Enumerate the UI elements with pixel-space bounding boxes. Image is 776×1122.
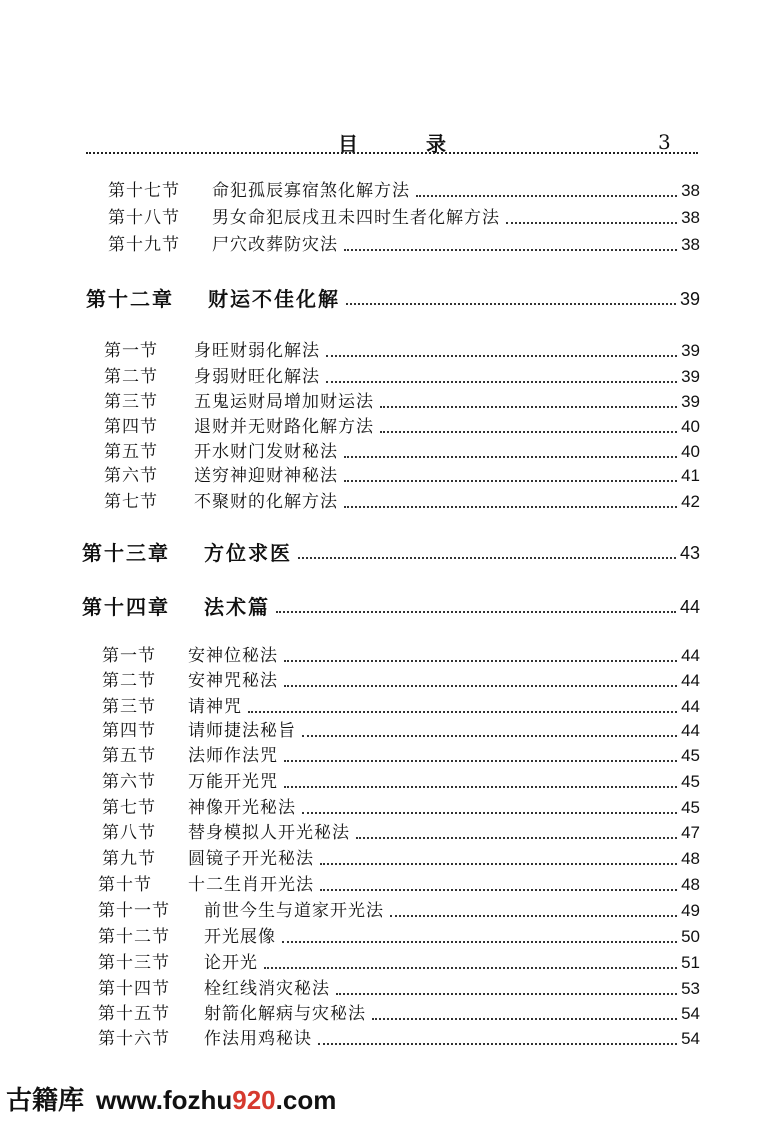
toc-entry-page: 44 [681, 697, 700, 716]
page-header [86, 124, 698, 160]
toc-leader-dots [320, 889, 677, 891]
toc-entry-number: 第十二节 [98, 927, 170, 947]
toc-chapter-page: 39 [679, 289, 700, 309]
toc-chapter-title: 方位求医 [204, 541, 292, 565]
toc-entry-number: 第八节 [102, 823, 156, 843]
toc-entry-page: 48 [681, 849, 700, 868]
toc-entry-page: 49 [681, 901, 700, 920]
toc-entry-number: 第二节 [102, 671, 156, 691]
toc-entry-page: 45 [681, 798, 700, 817]
toc-entry-page: 53 [681, 979, 700, 998]
toc-entry-title: 栓红线消灾秘法 [204, 979, 330, 999]
toc-entry-number: 第七节 [102, 798, 156, 818]
toc-entry[interactable] [104, 362, 700, 388]
toc-entry[interactable] [108, 176, 700, 202]
toc-chapter-title: 法术篇 [204, 595, 270, 619]
toc-leader-dots [284, 760, 677, 762]
toc-entry[interactable] [104, 461, 700, 487]
toc-entry-title: 命犯孤辰寡宿煞化解方法 [212, 181, 410, 201]
toc-leader-dots [298, 557, 676, 559]
toc-chapter-number: 第十二章 [86, 287, 174, 311]
toc-leader-dots [276, 611, 676, 613]
toc-entry-title: 送穷神迎财神秘法 [194, 466, 338, 486]
toc-leader-dots [344, 249, 677, 251]
toc-leader-dots [302, 812, 677, 814]
toc-chapter-page: 43 [679, 543, 700, 563]
toc-leader-dots [318, 1043, 677, 1045]
toc-leader-dots [302, 735, 677, 737]
toc-leader-dots [284, 660, 677, 662]
toc-entry-page: 44 [681, 646, 700, 665]
toc-entry[interactable] [102, 741, 700, 767]
toc-entry-number: 第三节 [102, 697, 156, 717]
toc-leader-dots [264, 967, 677, 969]
toc-entry-number: 第一节 [104, 341, 158, 361]
toc-entry-title: 五鬼运财局增加财运法 [194, 392, 374, 412]
toc-entry-title: 作法用鸡秘诀 [204, 1029, 312, 1049]
toc-entry-number: 第十九节 [108, 235, 180, 255]
toc-entry-page: 45 [681, 746, 700, 765]
toc-entry-title: 安神咒秘法 [188, 671, 278, 691]
toc-entry[interactable] [102, 767, 700, 793]
toc-entry[interactable] [98, 896, 700, 922]
toc-leader-dots [346, 303, 676, 305]
page-number: 3 [658, 130, 671, 154]
toc-entry-number: 第十六节 [98, 1029, 170, 1049]
toc-entry-page: 51 [681, 953, 700, 972]
toc-leader-dots [326, 381, 677, 383]
toc-leader-dots [284, 685, 677, 687]
toc-entry-page: 38 [681, 235, 700, 254]
toc-entry-page: 42 [681, 492, 700, 511]
toc-entry-title: 不聚财的化解方法 [194, 492, 338, 512]
toc-chapter-number: 第十三章 [82, 541, 170, 565]
toc-entry-number: 第四节 [104, 417, 158, 437]
toc-leader-dots [380, 406, 677, 408]
toc-chapter-page: 44 [679, 597, 700, 617]
toc-entry-page: 54 [681, 1029, 700, 1048]
toc-entry-number: 第五节 [104, 442, 158, 462]
toc-entry-page: 48 [681, 875, 700, 894]
toc-chapter[interactable] [86, 280, 700, 310]
toc-entry-number: 第四节 [102, 721, 156, 741]
toc-entry-title: 退财并无财路化解方法 [194, 417, 374, 437]
toc-chapter-title: 财运不佳化解 [208, 287, 340, 311]
toc-entry[interactable] [102, 716, 700, 742]
toc-entry-title: 替身模拟人开光秘法 [188, 823, 350, 843]
watermark-footer [6, 1080, 336, 1117]
toc-entry-title: 身弱财旺化解法 [194, 367, 320, 387]
toc-entry-page: 47 [681, 823, 700, 842]
toc-entry-title: 身旺财弱化解法 [194, 341, 320, 361]
toc-entry-number: 第十四节 [98, 979, 170, 999]
toc-entry-title: 请神咒 [188, 697, 242, 717]
toc-entry-number: 第十八节 [108, 208, 180, 228]
toc-entry-title: 射箭化解病与灾秘法 [204, 1004, 366, 1024]
watermark-url [96, 1085, 336, 1115]
toc-chapter[interactable] [82, 588, 700, 618]
toc-leader-dots [326, 355, 677, 357]
toc-leader-dots [356, 837, 677, 839]
toc-entry-number: 第六节 [104, 466, 158, 486]
watermark-url-accent: 920 [232, 1085, 276, 1115]
toc-entry-title: 十二生肖开光法 [188, 875, 314, 895]
toc-entry-page: 38 [681, 181, 700, 200]
toc-entry-number: 第一节 [102, 646, 156, 666]
toc-entry-title: 前世今生与道家开光法 [204, 901, 384, 921]
toc-entry-page: 41 [681, 466, 700, 485]
toc-leader-dots [390, 915, 677, 917]
toc-entry-title: 圆镜子开光秘法 [188, 849, 314, 869]
toc-entry-number: 第五节 [102, 746, 156, 766]
toc-entry-number: 第十七节 [108, 181, 180, 201]
toc-entry-number: 第九节 [102, 849, 156, 869]
toc-leader-dots [344, 506, 677, 508]
toc-leader-dots [344, 456, 677, 458]
toc-entry[interactable] [108, 203, 700, 229]
toc-entry[interactable] [102, 641, 700, 667]
toc-entry[interactable] [108, 230, 700, 256]
toc-leader-dots [336, 993, 677, 995]
toc-entry[interactable] [98, 999, 700, 1025]
toc-entry-page: 54 [681, 1004, 700, 1023]
toc-entry[interactable] [102, 793, 700, 819]
header-dotted-rule [86, 152, 698, 154]
toc-entry-page: 40 [681, 417, 700, 436]
toc-leader-dots [344, 480, 677, 482]
toc-entry[interactable] [98, 922, 700, 948]
toc-entry-title: 安神位秘法 [188, 646, 278, 666]
toc-entry-title: 男女命犯辰戌丑未四时生者化解方法 [212, 208, 500, 228]
toc-entry-title: 论开光 [204, 953, 258, 973]
toc-entry-page: 45 [681, 772, 700, 791]
toc-entry[interactable] [102, 692, 700, 718]
toc-entry[interactable] [98, 948, 700, 974]
toc-entry[interactable] [102, 844, 700, 870]
toc-entry-title: 法师作法咒 [188, 746, 278, 766]
toc-entry-number: 第七节 [104, 492, 158, 512]
toc-leader-dots [416, 195, 677, 197]
watermark-brand: 古籍库 [6, 1085, 85, 1115]
toc-leader-dots [320, 863, 677, 865]
toc-entry[interactable] [102, 818, 700, 844]
toc-entry[interactable] [102, 666, 700, 692]
toc-entry-number: 第十五节 [98, 1004, 170, 1024]
toc-leader-dots [372, 1018, 677, 1020]
toc-title-char-1: 目 [338, 132, 358, 156]
watermark-url-suffix: .com [275, 1085, 337, 1115]
toc-entry-number: 第十三节 [98, 953, 170, 973]
toc-entry-title: 请师捷法秘旨 [188, 721, 296, 741]
toc-entry[interactable] [98, 974, 700, 1000]
toc-title-char-2: 录 [426, 132, 446, 156]
toc-entry[interactable] [104, 437, 700, 463]
toc-entry-title: 开光展像 [204, 927, 276, 947]
toc-leader-dots [282, 941, 677, 943]
toc-leader-dots [284, 786, 677, 788]
toc-entry[interactable] [104, 487, 700, 513]
toc-entry-page: 39 [681, 367, 700, 386]
toc-entry-page: 44 [681, 721, 700, 740]
toc-entry-number: 第三节 [104, 392, 158, 412]
toc-entry-title: 万能开光咒 [188, 772, 278, 792]
toc-entry-page: 38 [681, 208, 700, 227]
toc-entry-title: 尸穴改葬防灾法 [212, 235, 338, 255]
toc-leader-dots [248, 711, 677, 713]
toc-leader-dots [380, 431, 677, 433]
toc-chapter[interactable] [82, 534, 700, 564]
toc-entry-page: 39 [681, 392, 700, 411]
toc-entry-title: 开水财门发财秘法 [194, 442, 338, 462]
toc-entry[interactable] [104, 387, 700, 413]
toc-entry-title: 神像开光秘法 [188, 798, 296, 818]
toc-entry-number: 第二节 [104, 367, 158, 387]
toc-entry-page: 40 [681, 442, 700, 461]
toc-entry[interactable] [104, 336, 700, 362]
toc-entry-page: 50 [681, 927, 700, 946]
toc-entry-page: 44 [681, 671, 700, 690]
toc-entry[interactable] [98, 1024, 700, 1050]
toc-entry-number: 第十节 [98, 875, 152, 895]
toc-chapter-number: 第十四章 [82, 595, 170, 619]
toc-entry[interactable] [104, 412, 700, 438]
toc-entry-page: 39 [681, 341, 700, 360]
toc-entry-number: 第十一节 [98, 901, 170, 921]
toc-leader-dots [506, 222, 677, 224]
watermark-url-prefix: www.fozhu [96, 1085, 233, 1115]
toc-entry[interactable] [98, 870, 700, 896]
toc-entry-number: 第六节 [102, 772, 156, 792]
